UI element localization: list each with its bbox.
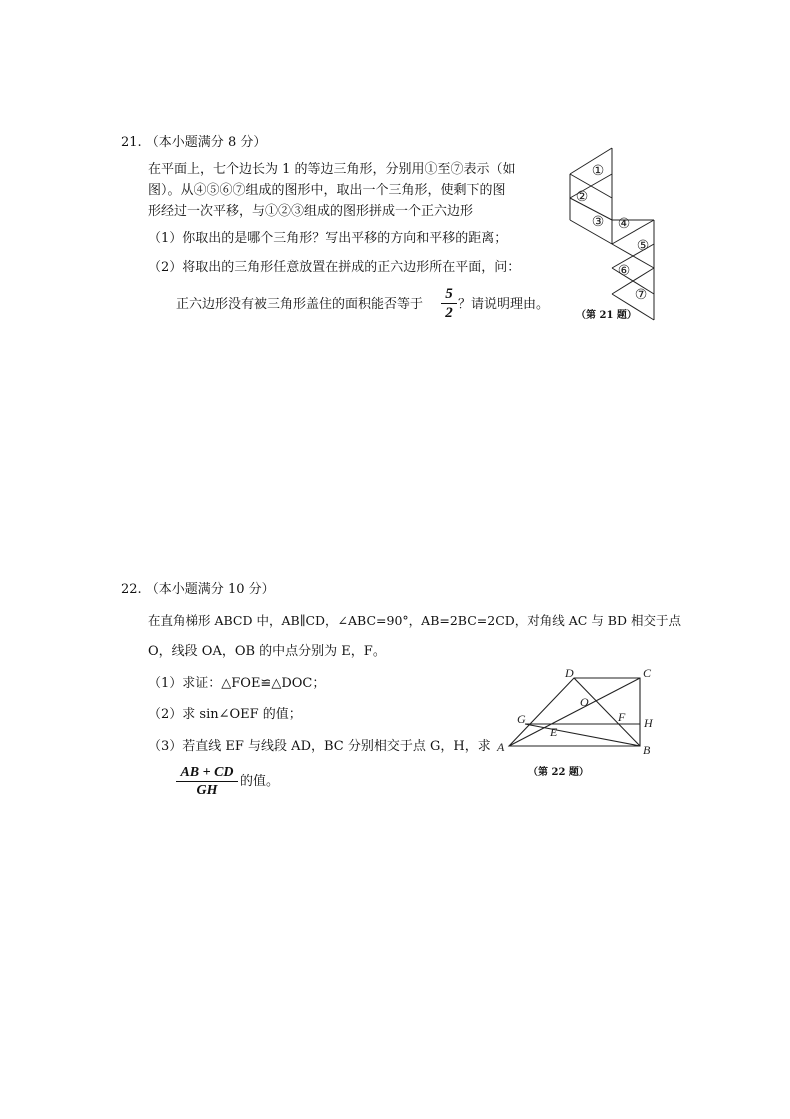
q21-text-line1: 在平面上，七个边长为 1 的等边三角形，分别用①至⑦表示（如	[148, 162, 516, 177]
q22-part3-tail: 的值。	[240, 774, 280, 789]
q22-caption: （第 22 题）	[528, 767, 589, 778]
q21-label-1: ①	[591, 164, 605, 179]
q21-fraction	[441, 285, 457, 322]
q22-point-F: F	[618, 710, 626, 724]
q22-point-C: C	[643, 666, 652, 680]
q22-point-H: H	[644, 716, 653, 730]
q21-header: 21. （本小题满分 8 分）	[121, 135, 267, 150]
q21-part2: （2）将取出的三角形任意放置在拼成的正六边形所在平面，问：	[148, 260, 521, 275]
q22-part2: （2）求 sin∠OEF 的值；	[148, 707, 302, 722]
q21-frac-num: 5	[445, 286, 453, 302]
q21-frac-den: 2	[445, 305, 453, 321]
q21-label-7: ⑦	[634, 288, 648, 303]
q21-label-3: ③	[591, 215, 605, 230]
q22-header: 22. （本小题满分 10 分）	[121, 582, 275, 597]
q22-text-line2: O，线段 OA，OB 的中点分别为 E，F。	[148, 644, 386, 659]
q22-point-D: D	[565, 666, 574, 680]
q22-point-E: E	[550, 725, 558, 739]
q21-part2-cont-b: ？请说明理由。	[458, 297, 550, 312]
q21-caption: （第 21 题）	[576, 310, 637, 321]
q22-part1: （1）求证：△FOE≌△DOC；	[148, 676, 326, 691]
q22-point-G: G	[517, 712, 526, 726]
q21-part2-cont-a: 正六边形没有被三角形盖住的面积能否等于	[176, 297, 424, 312]
q22-fraction	[176, 764, 238, 799]
q21-label-2: ②	[575, 190, 589, 205]
q22-point-B: B	[643, 743, 651, 757]
q22-frac-num: AB + CD	[180, 765, 234, 780]
q21-label-6: ⑥	[617, 264, 631, 279]
q21-part1: （1）你取出的是哪个三角形？写出平移的方向和平移的距离；	[148, 231, 508, 246]
q22-point-O: O	[580, 695, 589, 709]
q21-label-4: ④	[617, 217, 631, 232]
q22-part3: （3）若直线 EF 与线段 AD，BC 分别相交于点 G，H，求	[148, 739, 491, 754]
q21-triangle-figure	[566, 142, 660, 328]
q22-text-line1: 在直角梯形 ABCD 中，AB∥CD，∠ABC=90°，AB=2BC=2CD，对角线 AC 与 BD 相交于点	[148, 613, 681, 628]
q21-label-5: ⑤	[636, 239, 650, 254]
q21-text-line3: 形经过一次平移，与①②③组成的图形拼成一个正六边形	[148, 204, 474, 219]
q22-point-A: A	[497, 740, 505, 754]
q22-trapezoid-figure	[492, 663, 664, 757]
q22-frac-den: GH	[196, 783, 218, 798]
q21-text-line2: 图）。从④⑤⑥⑦组成的图形中，取出一个三角形，使剩下的图	[148, 183, 506, 198]
